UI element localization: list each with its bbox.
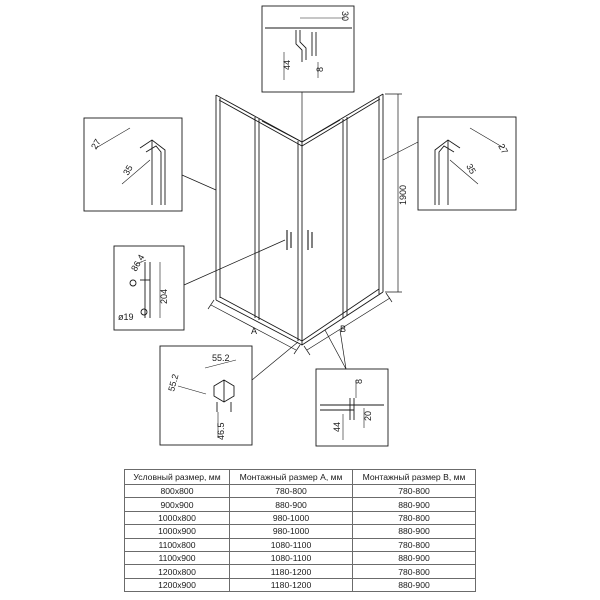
handle-detail-dim-1: 86.4	[129, 252, 147, 273]
cell-mount-a: 880-900	[230, 498, 353, 511]
enclosure-frame	[216, 94, 383, 345]
table-row	[125, 578, 476, 591]
corner-detail-dim-3: 46.5	[216, 422, 226, 440]
bottom-detail-dim-3: 20	[363, 410, 373, 421]
cell-mount-a: 1080-1100	[230, 538, 353, 551]
bottom-detail-dim-1: 8	[354, 378, 364, 384]
table-row	[125, 525, 476, 538]
corner-detail-dim-2: 55.2	[166, 372, 181, 393]
table-row	[125, 485, 476, 498]
label-height: 1900	[398, 184, 408, 205]
table-row	[125, 551, 476, 564]
left-detail-dim-2: 35	[121, 163, 135, 177]
right-detail-dim-1: 27	[496, 142, 510, 156]
col-header-mount-a: Монтажный размер А, мм	[230, 470, 353, 485]
cell-mount-b: 780-800	[353, 485, 476, 498]
cell-nominal: 1100x900	[125, 551, 230, 564]
top-detail-dim-3: 8	[315, 66, 325, 72]
detail-left	[84, 118, 216, 211]
top-detail-dim-2: 44	[282, 59, 292, 70]
cell-nominal: 900x900	[125, 498, 230, 511]
cell-mount-b: 780-800	[353, 565, 476, 578]
cell-mount-b: 880-900	[353, 525, 476, 538]
bottom-detail-dim-2: 44	[332, 421, 342, 432]
cell-mount-a: 980-1000	[230, 511, 353, 524]
cell-nominal: 800x800	[125, 485, 230, 498]
table-header-row	[125, 470, 476, 485]
cell-nominal: 1000x900	[125, 525, 230, 538]
col-header-nominal: Условный размер, мм	[125, 470, 230, 485]
label-side-b: B	[340, 324, 347, 334]
col-header-mount-b: Монтажный размер В, мм	[353, 470, 476, 485]
main-dimension-lines	[208, 94, 402, 355]
corner-detail-dim-1: 55.2	[212, 353, 230, 363]
cell-mount-a: 1080-1100	[230, 551, 353, 564]
sizes-table	[124, 469, 476, 592]
cell-nominal: 1000x800	[125, 511, 230, 524]
left-detail-dim-1: 27	[89, 137, 103, 151]
dimension-labels	[89, 11, 510, 440]
cell-mount-b: 780-800	[353, 538, 476, 551]
table-body	[125, 485, 476, 592]
label-side-a: A	[251, 326, 258, 336]
table-row	[125, 511, 476, 524]
cell-nominal: 1200x900	[125, 578, 230, 591]
door-handles	[287, 230, 312, 250]
cell-mount-b: 880-900	[353, 498, 476, 511]
table-row	[125, 538, 476, 551]
top-detail-dim-1: 30	[340, 11, 350, 22]
cell-mount-b: 880-900	[353, 578, 476, 591]
cell-mount-b: 880-900	[353, 551, 476, 564]
cell-nominal: 1100x800	[125, 538, 230, 551]
table-row	[125, 565, 476, 578]
detail-bottom	[316, 330, 388, 446]
handle-detail-dim-3: ø19	[118, 312, 134, 322]
right-detail-dim-2: 35	[464, 162, 478, 176]
cell-nominal: 1200x800	[125, 565, 230, 578]
cell-mount-a: 980-1000	[230, 525, 353, 538]
table-row	[125, 498, 476, 511]
cell-mount-b: 780-800	[353, 511, 476, 524]
cell-mount-a: 1180-1200	[230, 578, 353, 591]
detail-top	[262, 6, 354, 142]
handle-detail-dim-2: 204	[159, 288, 169, 304]
cell-mount-a: 1180-1200	[230, 565, 353, 578]
cell-mount-a: 780-800	[230, 485, 353, 498]
